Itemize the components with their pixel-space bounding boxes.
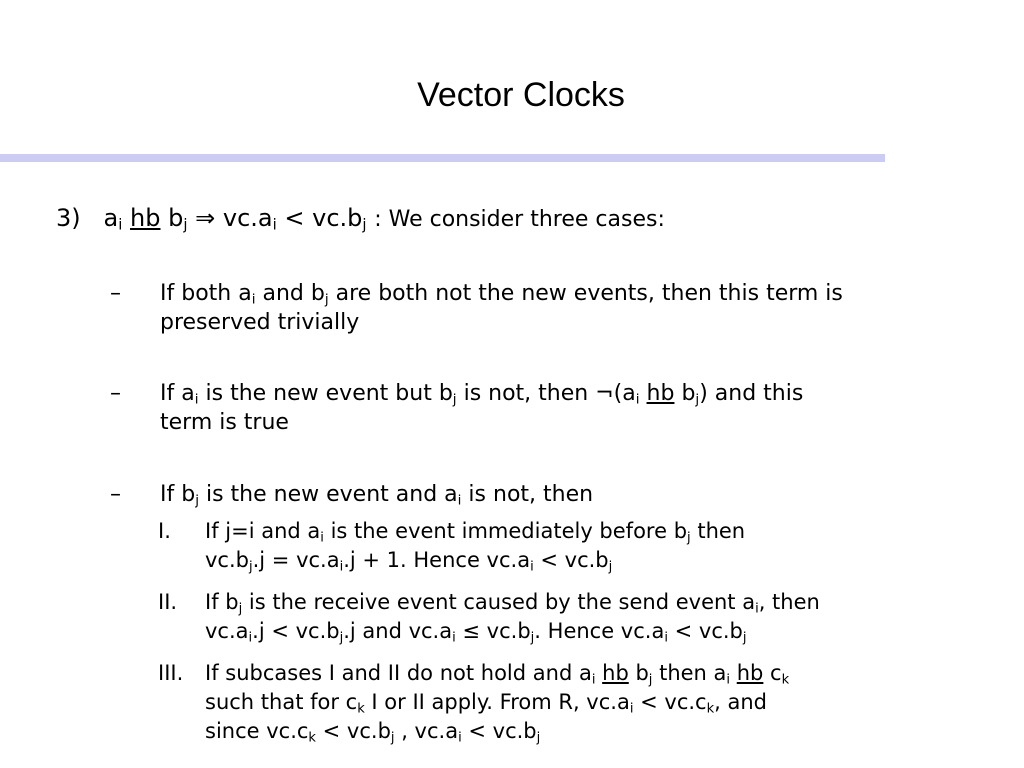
- subcase-3-number: III.: [158, 661, 184, 685]
- case-2-text: If $a_i$ is the new event but $b_j$ is not, then $\neg(a_i$ hb $b_j$) and this term is true: [160, 381, 804, 435]
- not-symbol: ¬: [595, 381, 614, 406]
- implies-symbol: ⇒: [195, 204, 216, 232]
- subcase-1-text: If j=i and $a_i$ is the event immediately before $b_j$ then $vc.b_j.j = vc.a_i.j + 1$. Hence $vc.a_i < vc.b_j$: [205, 519, 746, 575]
- case-1-dash: –: [110, 281, 121, 306]
- slide-title: Vector Clocks: [417, 76, 625, 114]
- title-underline-rule: [0, 154, 885, 162]
- hb-term: hb: [736, 661, 764, 685]
- case-3-dash: –: [110, 482, 121, 507]
- item-number: 3): [56, 204, 81, 232]
- hb-term: hb: [602, 661, 629, 685]
- subcase-3-text: If subcases I and II do not hold and $a_i$ hb $b_j$ then $a_i$ hb $c_k$ such that for $c_k$ I or II apply. From R, $vc.a_i < vc.c_k$, and since $vc.c_k < vc.b_j$ , $vc.a_i < vc.b_j$: [205, 661, 790, 746]
- case-3-text: If $b_j$ is the new event and $a_i$ is not, then: [160, 482, 594, 509]
- subcase-2-number: II.: [158, 590, 178, 614]
- item-3-suffix: : We consider three cases:: [374, 207, 665, 232]
- subcase-1-number: I.: [158, 519, 171, 543]
- item-3-line: 3) $a_i$ hb $b_j$ ⇒ $vc.a_i < vc.b_j$ : We consider three cases:: [56, 204, 665, 234]
- case-2-dash: –: [110, 381, 121, 406]
- case-1-text: If both $a_i$ and $b_j$ are both not the new events, then this term is preserved trivially: [160, 281, 843, 335]
- hb-term: hb: [130, 204, 161, 232]
- subcase-2-text: If $b_j$ is the receive event caused by the send event $a_i$, then $vc.a_i.j < vc.b_j.j$ and $vc.a_i \le vc.b_j$. Hence $vc.a_i < vc.b_j$: [205, 590, 820, 646]
- hb-term: hb: [646, 381, 675, 406]
